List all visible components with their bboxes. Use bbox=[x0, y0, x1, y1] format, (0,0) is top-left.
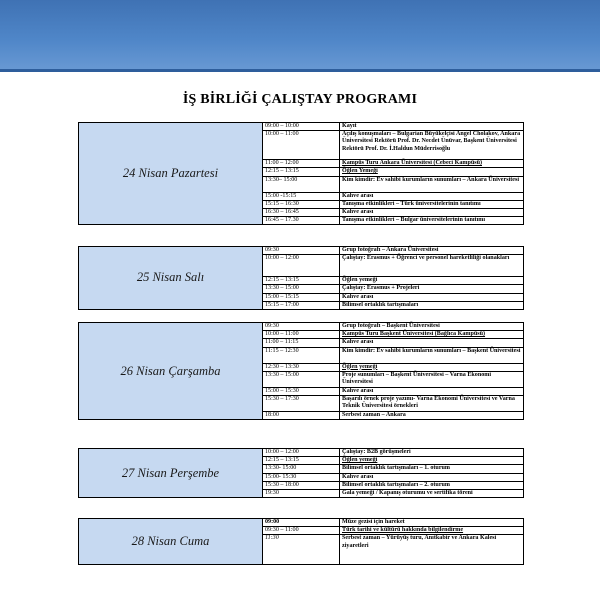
time-cell: 13:30 – 15:00 bbox=[263, 285, 340, 293]
activity-cell: Kampüs Turu Ankara Üniversitesi (Cebeci Kampüsü) bbox=[340, 160, 524, 168]
day-table-25-nisan bbox=[78, 246, 524, 310]
activity-cell: Açılış konuşmaları – Bulgarian Büyükelçisi Angel Cholakov, Ankara Üniversitesi Rektörü Prof. Dr. Necdet Ünüvar, Başkent Üniversitesi Rektörü Prof. Dr. İ.Haldun Müderrisoğlu bbox=[340, 131, 524, 160]
time-cell: 16:30 – 16:45 bbox=[263, 209, 340, 217]
time-cell: 09:00 – 10:00 bbox=[263, 123, 340, 131]
activity-cell: Çalıştay: Erasmus + Öğrenci ve personel hareketliliği olanakları bbox=[340, 255, 524, 277]
activity-cell: Kahve arası bbox=[340, 293, 524, 301]
time-cell: 10:00 – 11:00 bbox=[263, 331, 340, 339]
day-name-cell bbox=[79, 449, 263, 498]
time-cell: 09:00 bbox=[263, 519, 340, 527]
day-table-27-nisan bbox=[78, 448, 524, 498]
day-table-28-nisan bbox=[78, 518, 524, 565]
time-cell: 11:00 – 11:15 bbox=[263, 339, 340, 347]
time-cell: 15:00 – 15:30 bbox=[263, 387, 340, 395]
activity-cell: Öğlen yemeği bbox=[340, 363, 524, 371]
time-cell: 13:30- 15:00 bbox=[263, 465, 340, 473]
time-cell: 15:30 – 17:30 bbox=[263, 396, 340, 412]
time-cell: 09:30 bbox=[263, 323, 340, 331]
page-title: İŞ BİRLİĞİ ÇALIŞTAY PROGRAMI bbox=[182, 92, 418, 107]
activity-cell: Grup fotoğrafı – Ankara Üniversitesi bbox=[340, 247, 524, 255]
time-cell: 10:00 – 12:00 bbox=[263, 255, 340, 277]
activity-cell: Kahve arası bbox=[340, 209, 524, 217]
day-table-26-nisan bbox=[78, 322, 524, 420]
activity-cell: Türk tarihi ve kültürü hakkında bilgilendirme bbox=[340, 527, 524, 535]
activity-cell: Kayıt bbox=[340, 123, 524, 131]
time-cell: 12:15 – 13:15 bbox=[263, 277, 340, 285]
activity-cell: Çalıştay: B2B görüşmeleri bbox=[340, 449, 524, 457]
activity-cell: Kahve arası bbox=[340, 473, 524, 481]
activity-cell: Tanışma etkinlikleri – Bulgar üniversitelerinin tanıtımı bbox=[340, 217, 524, 225]
activity-cell: Kahve arası bbox=[340, 192, 524, 200]
activity-cell: Proje sunumları – Başkent Üniversitesi – Varna Ekonomi Üniversitesi bbox=[340, 371, 524, 387]
time-cell: 15:15 – 16:30 bbox=[263, 200, 340, 208]
activity-cell: Başarılı örnek proje yazımı- Varna Ekonomi Üniversitesi ve Varna Teknik Üniversitesi örnekleri bbox=[340, 396, 524, 412]
activity-cell: Öğlen yemeği bbox=[340, 277, 524, 285]
activity-cell: Kahve arası bbox=[340, 387, 524, 395]
day-name: 25 Nisan Salı bbox=[136, 270, 205, 285]
activity-cell: Bilimsel ortaklık tartışmaları – 2. oturum bbox=[340, 481, 524, 489]
activity-cell: Bilimsel ortaklık tartışmaları bbox=[340, 301, 524, 309]
time-cell: 15:00 – 15:15 bbox=[263, 293, 340, 301]
time-cell: 10:00 – 12:00 bbox=[263, 449, 340, 457]
time-cell: 15:15 – 17:00 bbox=[263, 301, 340, 309]
time-cell: 11:00 – 12:00 bbox=[263, 160, 340, 168]
activity-cell: Serbest zaman – Ankara bbox=[340, 412, 524, 420]
day-table-24-nisan bbox=[78, 122, 524, 225]
time-cell: 11:30 bbox=[263, 535, 340, 565]
time-cell: 11:15 – 12:30 bbox=[263, 347, 340, 363]
time-cell: 13:30– 15:00 bbox=[263, 176, 340, 192]
day-name-cell bbox=[79, 519, 263, 565]
activity-cell: Bilimsel ortaklık tartışmaları – 1. oturum bbox=[340, 465, 524, 473]
day-name: 26 Nisan Çarşamba bbox=[120, 363, 221, 378]
day-name: 28 Nisan Cuma bbox=[131, 534, 210, 549]
day-name: 27 Nisan Perşembe bbox=[121, 465, 220, 480]
activity-cell: Öğlen yemeği bbox=[340, 457, 524, 465]
time-cell: 15:30 – 18:00 bbox=[263, 481, 340, 489]
day-name: 24 Nisan Pazartesi bbox=[122, 166, 219, 181]
activity-cell: Tanışma etkinlikleri – Türk üniversitelerinin tanıtımı bbox=[340, 200, 524, 208]
time-cell: 16:45 – 17.30 bbox=[263, 217, 340, 225]
day-name-cell bbox=[79, 123, 263, 225]
activity-cell: Müze gezisi için hareket bbox=[340, 519, 524, 527]
activity-cell: Serbest zaman – Yürüyüş turu, Anıtkabir ve Ankara Kalesi ziyaretleri bbox=[340, 535, 524, 565]
header-banner bbox=[0, 0, 600, 72]
time-cell: 19:30 bbox=[263, 490, 340, 498]
activity-cell: Grup fotoğrafı – Başkent Üniversitesi bbox=[340, 323, 524, 331]
time-cell: 18:00 bbox=[263, 412, 340, 420]
day-name-cell bbox=[79, 323, 263, 420]
time-cell: 12:30 – 13:30 bbox=[263, 363, 340, 371]
activity-cell: Öğlen Yemeği bbox=[340, 168, 524, 176]
activity-cell: Kim kimdir: Ev sahibi kurumların sunumları – Başkent Üniversitesi bbox=[340, 347, 524, 363]
time-cell: 15:00- 15:30 bbox=[263, 473, 340, 481]
time-cell: 10:00 – 11:00 bbox=[263, 131, 340, 160]
activity-cell: Kim kimdir: Ev sahibi kurumların sunumları – Ankara Üniversitesi bbox=[340, 176, 524, 192]
time-cell: 12:15 – 13:15 bbox=[263, 457, 340, 465]
activity-cell: Kampüs Turu Başkent Üniversitesi (Bağlıca Kampüsü) bbox=[340, 331, 524, 339]
activity-cell: Gala yemeği / Kapanış oturumu ve sertifika töreni bbox=[340, 490, 524, 498]
activity-cell: Çalıştay: Erasmus + Projeleri bbox=[340, 285, 524, 293]
day-name-cell bbox=[79, 247, 263, 310]
activity-cell: Kahve arası bbox=[340, 339, 524, 347]
time-cell: 12:15 – 13:15 bbox=[263, 168, 340, 176]
time-cell: 15:00 -15:15 bbox=[263, 192, 340, 200]
time-cell: 09:30 – 11:00 bbox=[263, 527, 340, 535]
time-cell: 09:30 bbox=[263, 247, 340, 255]
time-cell: 13:30 – 15:00 bbox=[263, 371, 340, 387]
